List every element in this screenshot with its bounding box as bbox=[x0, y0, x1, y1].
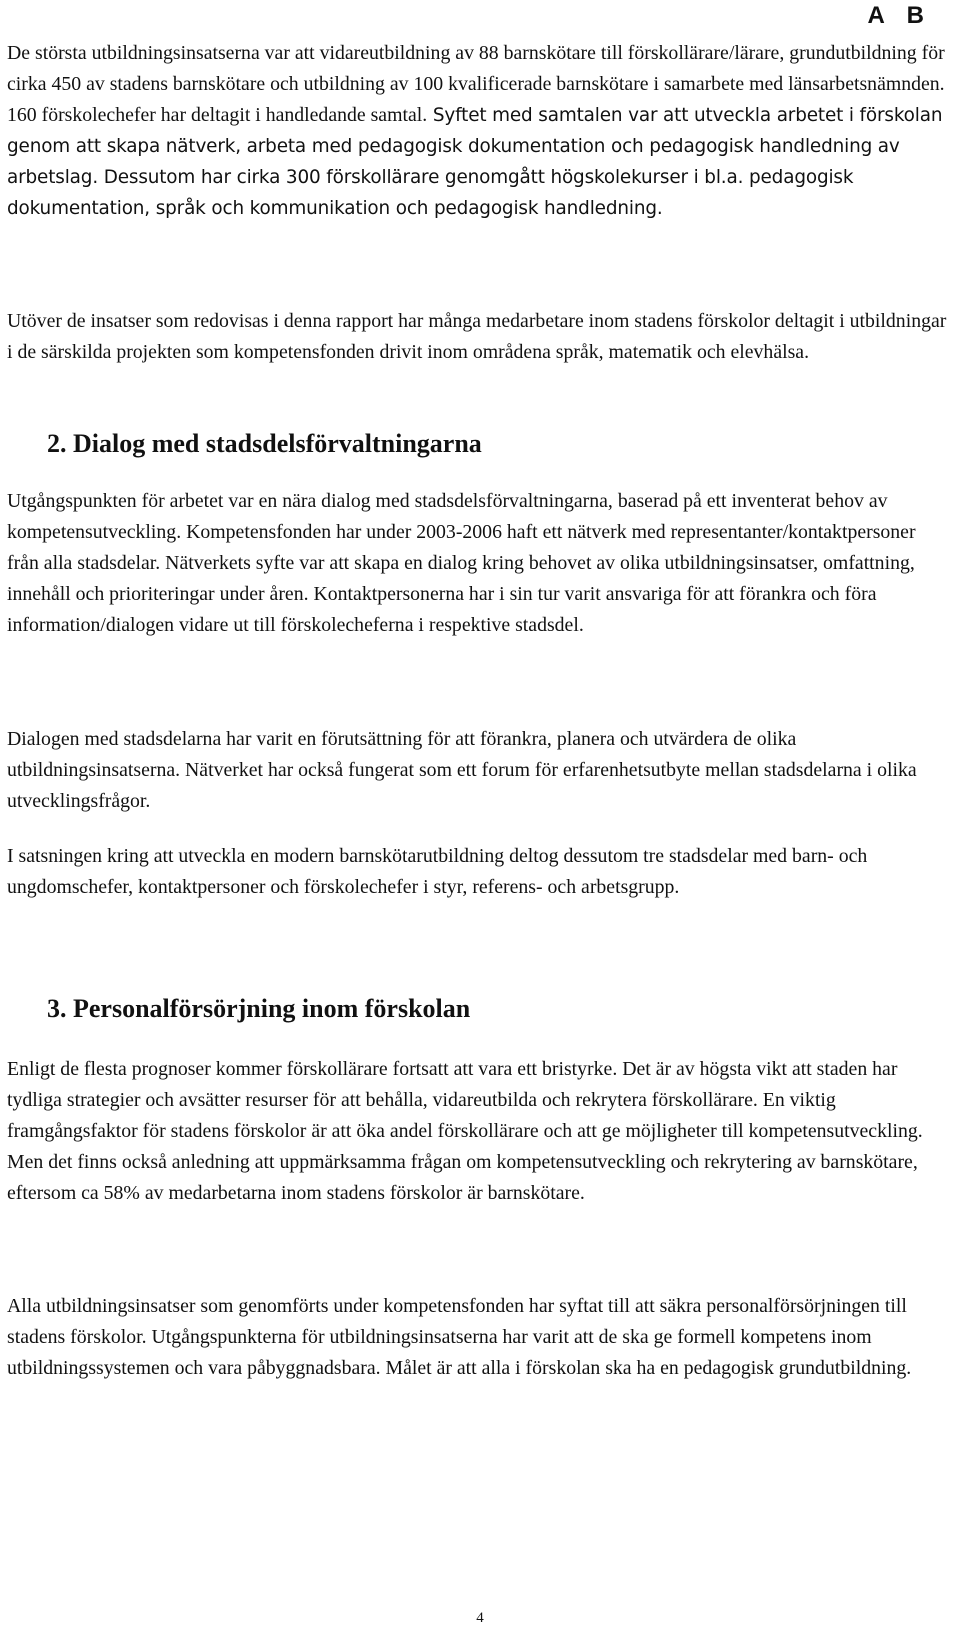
section-3-paragraph-1: Enligt de flesta prognoser kommer förskollärare fortsatt att vara ett bristyrke. Det är av högsta vikt att staden har tydliga strategier och avsätter resurser för att behålla, vidareutbilda och rekrytera förskollärare. En viktig framgångsfaktor för stadens förskolor är att öka andel förskollärare och att ge möjligheter till kompetensutveckling. Men det finns också anledning att uppmärksamma frågan om kompetensutveckling och rekrytering av barnskötare, eftersom ca 58% av medarbetarna inom stadens förskolor är barnskötare. bbox=[7, 1058, 923, 1204]
intro-paragraph-2: Utöver de insatser som redovisas i denna rapport har många medarbetare inom stadens förskolor deltagit i utbildningar i de särskilda projekten som kompetensfonden drivit inom områdena språk, matematik och elevhälsa. bbox=[7, 310, 947, 363]
section-2-paragraph-2: Dialogen med stadsdelarna har varit en förutsättning för att förankra, planera och utvärdera de olika utbildningsinsatserna. Nätverket har också fungerat som ett forum för erfarenhetsutbyte mellan stadsdelarna i olika utvecklingsfrågor. bbox=[7, 728, 917, 812]
section-2-heading bbox=[47, 428, 482, 460]
page-number: 4 bbox=[476, 1610, 484, 1626]
section-3-number: 3. bbox=[47, 994, 67, 1023]
intro-paragraph-1-sans: Syftet med samtalen var att utveckla arbetet i förskolan genom att skapa nätverk, arbeta med pedagogisk dokumentation och pedagogisk handledning av arbetslag. Dessutom har cirka 300 förskollärare genomgått högskolekurser i bl.a. pedagogisk dokumentation, språk och kommunikation och pedagogisk handledning. bbox=[7, 105, 943, 219]
section-2-title: Dialog med stadsdelsförvaltningarna bbox=[73, 429, 482, 458]
intro-paragraph-1 bbox=[7, 38, 947, 224]
corner-mark: A B bbox=[867, 2, 932, 29]
section-3-paragraph-2: Alla utbildningsinsatser som genomförts under kompetensfonden har syftat till att säkra personalförsörjningen till stadens förskolor. Utgångspunkterna för utbildningsinsatserna har varit att de ska ge formell kompetens inom utbildningssystemen och vara påbyggnadsbara. Målet är att alla i förskolan ska ha en pedagogisk grundutbildning. bbox=[7, 1295, 912, 1379]
section-2-paragraph-3: I satsningen kring att utveckla en modern barnskötarutbildning deltog dessutom tre stadsdelar med barn- och ungdomschefer, kontaktpersoner och förskolechefer i styr, referens- och arbetsgrupp. bbox=[7, 845, 868, 898]
section-3-heading bbox=[47, 993, 470, 1025]
section-2-paragraph-1: Utgångspunkten för arbetet var en nära dialog med stadsdelsförvaltningarna, baserad på ett inventerat behov av kompetensutveckling. Kompetensfonden har under 2003-2006 haft ett nätverk med representanter/kontaktpersoner från alla stadsdelar. Nätverkets syfte var att skapa en dialog kring behovet av olika utbildningsinsatser, omfattning, innehåll och prioriteringar under åren. Kontaktpersonerna har i sin tur varit ansvariga för att förankra och föra information/dialogen vidare ut till förskolecheferna i respektive stadsdel. bbox=[7, 490, 916, 636]
section-3-title: Personalförsörjning inom förskolan bbox=[73, 994, 471, 1023]
intro-paragraph-1-serif: De största utbildningsinsatserna var att vidareutbildning av 88 barnskötare till förskollärare/lärare, grundutbildning för cirka 450 av stadens barnskötare och utbildning av 100 kvalificerade barnskötare i samarbete med länsarbetsnämnden. 160 förskolechefer har deltagit i handledande samtal. bbox=[7, 42, 945, 126]
section-2-number: 2. bbox=[47, 429, 67, 458]
